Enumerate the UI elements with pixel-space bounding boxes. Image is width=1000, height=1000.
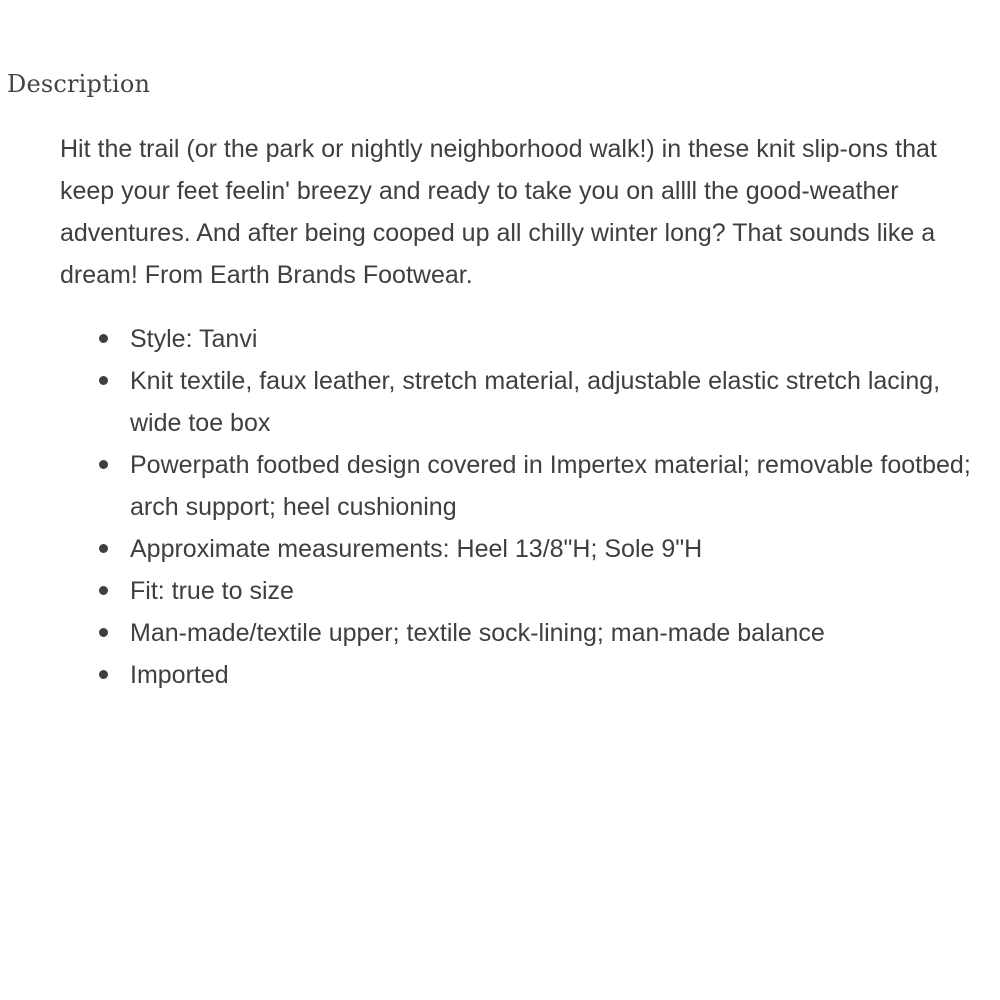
description-intro: Hit the trail (or the park or nightly neighborhood walk!) in these knit slip-ons that keep your feet feelin' breezy and ready to take you on allll the good-weather adventures. And after being cooped up all chilly winter long? That sounds like a dream! From Earth Brands Footwear. — [60, 135, 937, 289]
feature-text: Knit textile, faux leather, stretch material, adjustable elastic stretch lacing, wide toe box — [130, 367, 941, 437]
feature-text: Man-made/textile upper; textile sock-lining; man-made balance — [130, 619, 825, 647]
bullet-icon — [99, 544, 108, 553]
feature-composition — [130, 612, 990, 654]
feature-fit — [130, 570, 990, 612]
bullet-icon — [99, 334, 108, 343]
feature-style — [130, 318, 990, 360]
features-list — [60, 318, 990, 696]
feature-text: Fit: true to size — [130, 577, 294, 605]
bullet-icon — [99, 460, 108, 469]
feature-materials — [130, 360, 990, 444]
description-body — [60, 128, 990, 696]
description-heading: Description — [7, 70, 151, 98]
feature-text: Powerpath footbed design covered in Impertex material; removable footbed; arch support; heel cushioning — [130, 451, 971, 521]
feature-measurements — [130, 528, 990, 570]
feature-footbed — [130, 444, 990, 528]
feature-text: Imported — [130, 661, 229, 689]
bullet-icon — [99, 376, 108, 385]
bullet-icon — [99, 586, 108, 595]
feature-origin — [130, 654, 990, 696]
feature-text: Style: Tanvi — [130, 325, 258, 353]
feature-text: Approximate measurements: Heel 13/8"H; Sole 9"H — [130, 535, 703, 563]
bullet-icon — [99, 670, 108, 679]
bullet-icon — [99, 628, 108, 637]
